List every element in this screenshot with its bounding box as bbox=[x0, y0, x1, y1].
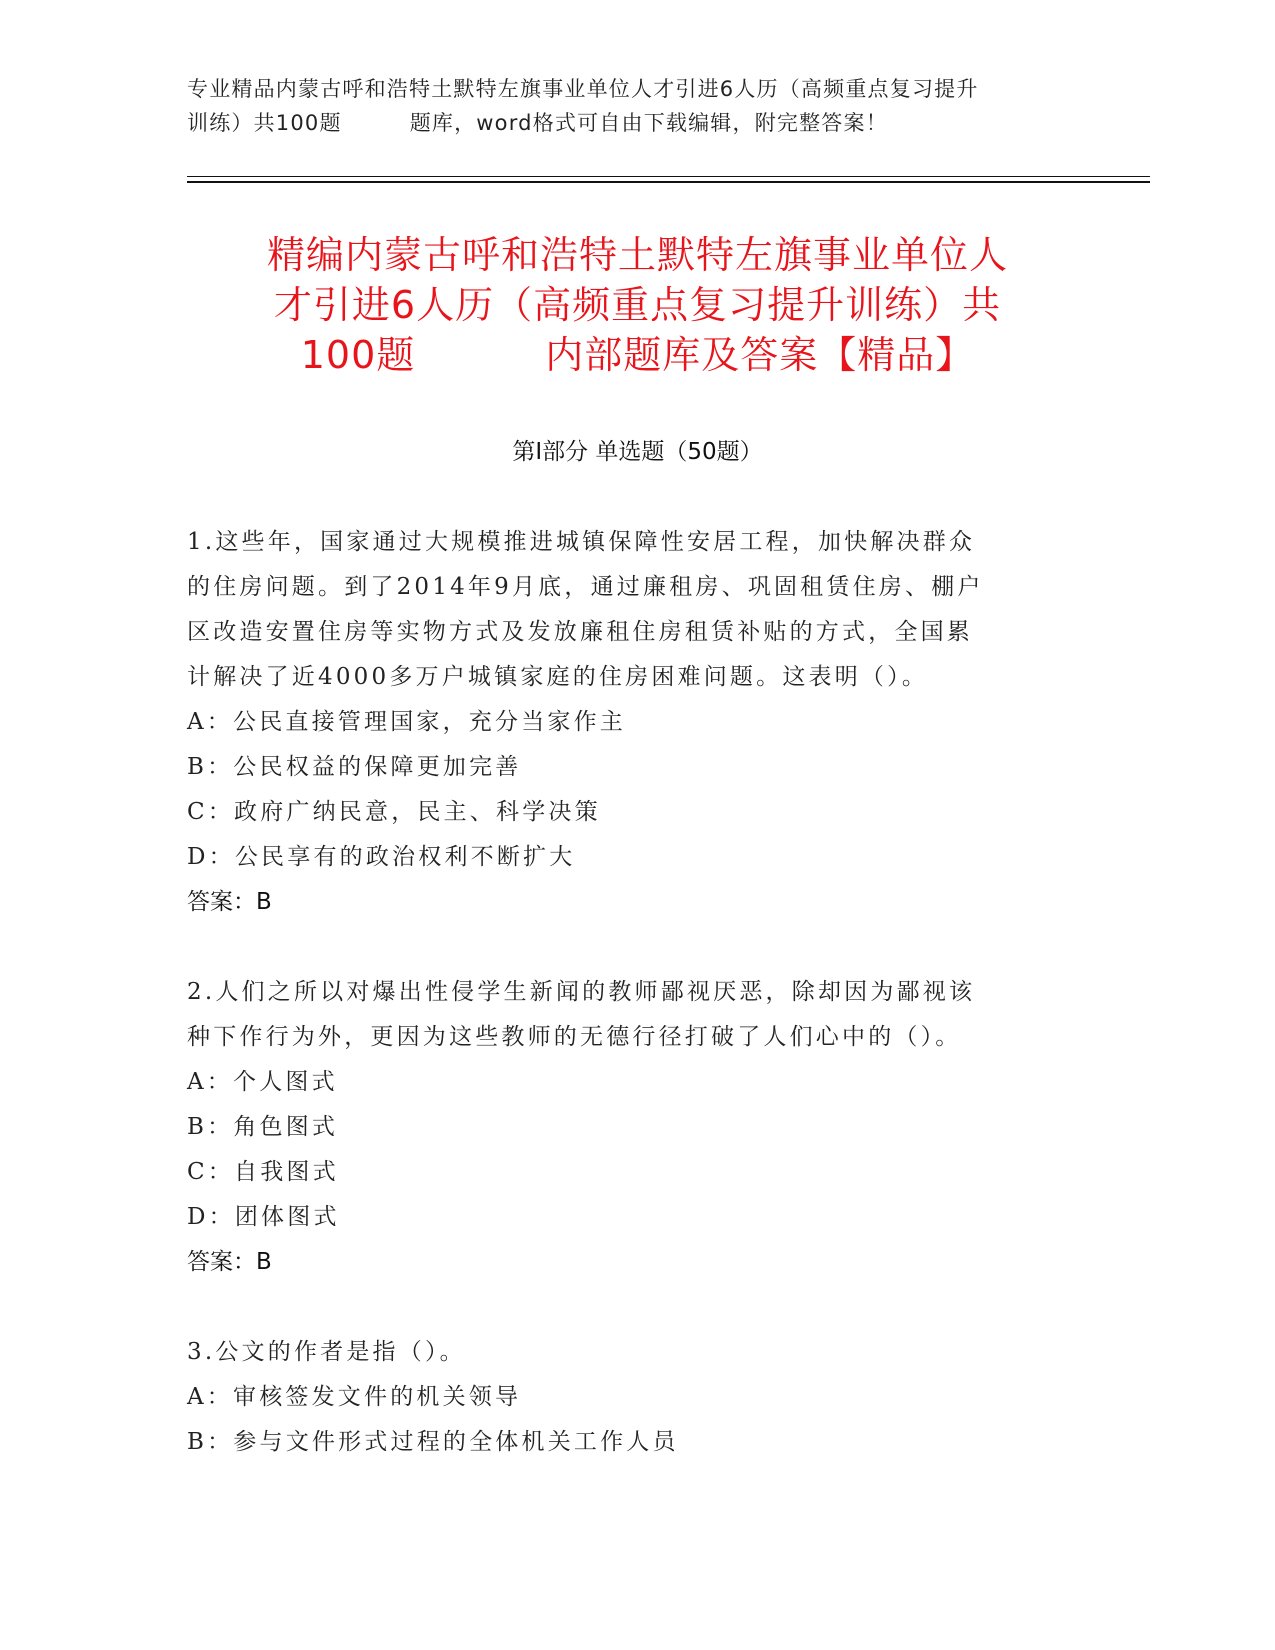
title-line-2: 才引进6人历（高频重点复习提升训练）共 bbox=[273, 283, 1002, 327]
answer-option: C：自我图式 bbox=[187, 1159, 339, 1185]
answer-key: 答案：B bbox=[187, 1249, 272, 1275]
question-item bbox=[187, 520, 1087, 925]
header-divider-thick bbox=[187, 181, 1150, 183]
header-note-line-2 bbox=[187, 106, 1087, 140]
header-note-line-2-right: 题库，word格式可自由下载编辑，附完整答案！ bbox=[409, 111, 888, 135]
answer-option: A：公民直接管理国家，充分当家作主 bbox=[187, 709, 627, 735]
question-item bbox=[187, 1330, 1087, 1465]
title-line-1: 精编内蒙古呼和浩特土默特左旗事业单位人 bbox=[266, 233, 1008, 277]
answer-key: 答案：B bbox=[187, 889, 272, 915]
title-line-3-right: 内部题库及答案【精品】 bbox=[545, 333, 975, 377]
header-note-line-1: 专业精品内蒙古呼和浩特土默特左旗事业单位人才引进6人历（高频重点复习提升 bbox=[187, 77, 979, 101]
answer-option: D：公民享有的政治权利不断扩大 bbox=[187, 844, 576, 870]
question-stem-line: 3.公文的作者是指（）。 bbox=[187, 1339, 466, 1365]
question-list bbox=[187, 520, 1087, 1510]
title-line-3 bbox=[175, 330, 1100, 380]
answer-option: C：政府广纳民意，民主、科学决策 bbox=[187, 799, 601, 825]
section-title: 第Ⅰ部分 单选题（50题） bbox=[512, 439, 763, 465]
answer-option: A：个人图式 bbox=[187, 1069, 338, 1095]
question-item bbox=[187, 970, 1087, 1285]
title-line-3-left: 100题 bbox=[300, 333, 416, 377]
answer-option: B：参与文件形式过程的全体机关工作人员 bbox=[187, 1429, 679, 1455]
question-stem-line: 区改造安置住房等实物方式及发放廉租住房租赁补贴的方式，全国累 bbox=[187, 619, 973, 645]
question-stem-line: 1.这些年，国家通过大规模推进城镇保障性安居工程，加快解决群众 bbox=[187, 529, 976, 555]
question-stem-line: 计解决了近4000多万户城镇家庭的住房困难问题。这表明（）。 bbox=[187, 664, 929, 690]
header-note-line-2-left: 训练）共100题 bbox=[187, 111, 342, 135]
question-stem-line: 的住房问题。到了2014年9月底，通过廉租房、巩固租赁住房、棚户 bbox=[187, 574, 984, 600]
question-stem-line: 种下作行为外，更因为这些教师的无德行径打破了人们心中的（）。 bbox=[187, 1024, 962, 1050]
answer-option: B：角色图式 bbox=[187, 1114, 339, 1140]
answer-option: B：公民权益的保障更加完善 bbox=[187, 754, 522, 780]
header-note bbox=[187, 72, 1087, 140]
document-title bbox=[175, 230, 1100, 380]
answer-option: D：团体图式 bbox=[187, 1204, 340, 1230]
header-divider-thin bbox=[187, 176, 1150, 177]
question-stem-line: 2.人们之所以对爆出性侵学生新闻的教师鄙视厌恶，除却因为鄙视该 bbox=[187, 979, 976, 1005]
answer-option: A：审核签发文件的机关领导 bbox=[187, 1384, 522, 1410]
